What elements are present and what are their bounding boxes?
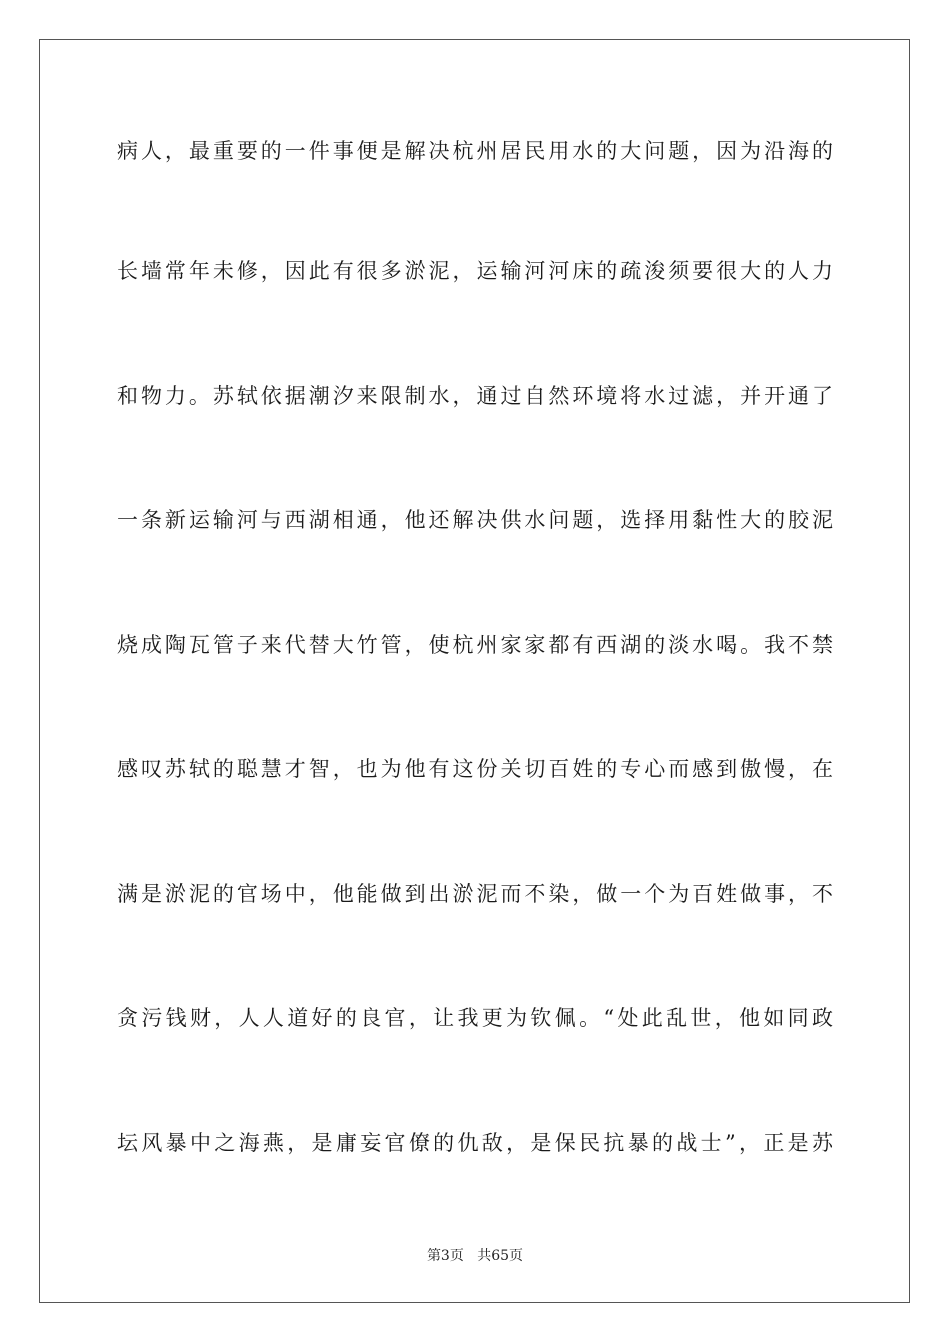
body-text-line-9: 坛风暴中之海燕，是庸妄官僚的仇敌，是保民抗暴的战士”，正是苏 — [117, 1131, 833, 1155]
body-text-line-2: 长墙常年未修，因此有很多淤泥，运输河河床的疏浚须要很大的人力 — [117, 259, 833, 283]
body-text-line-6: 感叹苏轼的聪慧才智，也为他有这份关切百姓的专心而感到傲慢，在 — [117, 757, 833, 781]
body-text-line-5: 烧成陶瓦管子来代替大竹管，使杭州家家都有西湖的淡水喝。我不禁 — [117, 633, 833, 657]
body-text-line-8: 贪污钱财，人人道好的良官，让我更为钦佩。“处此乱世，他如同政 — [117, 1006, 833, 1030]
page-number: 第3页 — [426, 1248, 464, 1264]
body-text-line-4: 一条新运输河与西湖相通，他还解决供水问题，选择用黏性大的胶泥 — [117, 508, 833, 532]
page-border — [39, 39, 910, 1303]
total-pages: 共65页 — [477, 1248, 524, 1264]
body-text-line-3: 和物力。苏轼依据潮汐来限制水，通过自然环境将水过滤，并开通了 — [117, 384, 833, 408]
body-text-line-1: 病人，最重要的一件事便是解决杭州居民用水的大问题，因为沿海的 — [117, 139, 833, 163]
body-text-line-7: 满是淤泥的官场中，他能做到出淤泥而不染，做一个为百姓做事，不 — [117, 882, 833, 906]
page-footer — [0, 1246, 950, 1266]
